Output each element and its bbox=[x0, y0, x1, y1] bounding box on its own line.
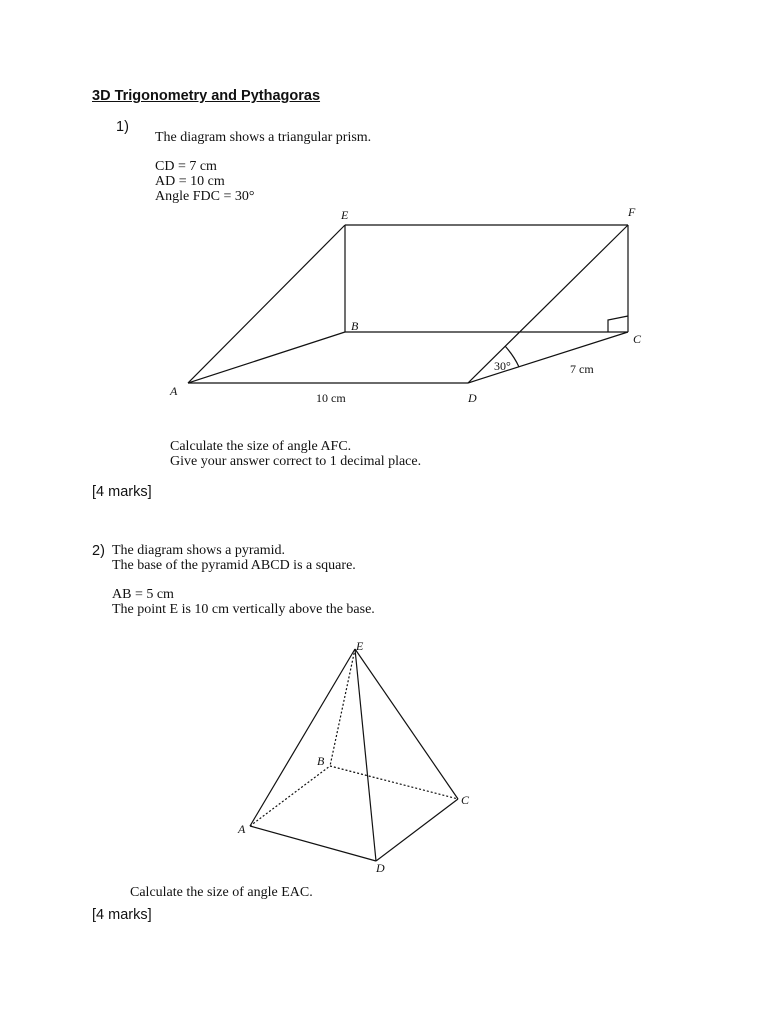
edge-dc bbox=[376, 799, 458, 861]
q2-intro-line-1: The diagram shows a pyramid. bbox=[112, 543, 286, 558]
label-d: D bbox=[376, 861, 385, 875]
label-ad-length: 10 cm bbox=[316, 391, 346, 405]
q1-given-ad: AD = 10 cm bbox=[155, 174, 225, 189]
label-angle: 30° bbox=[494, 359, 511, 373]
edge-ab-hidden bbox=[250, 766, 330, 826]
q2-given-ab: AB = 5 cm bbox=[112, 587, 174, 602]
label-b: B bbox=[317, 754, 325, 768]
prism-diagram bbox=[188, 225, 628, 383]
pyramid-diagram bbox=[250, 649, 458, 861]
edge-ae bbox=[250, 649, 355, 826]
right-angle-mark bbox=[608, 316, 628, 332]
page-title: 3D Trigonometry and Pythagoras bbox=[92, 88, 321, 104]
edge-ae bbox=[188, 225, 345, 383]
prism-labels bbox=[169, 205, 642, 405]
label-dc-length: 7 cm bbox=[570, 362, 594, 376]
edge-dc bbox=[468, 332, 628, 383]
edge-ad bbox=[250, 826, 376, 861]
label-a: A bbox=[170, 384, 178, 398]
edge-ab bbox=[188, 332, 345, 383]
q1-task-line-2: Give your answer correct to 1 decimal place. bbox=[170, 454, 422, 469]
q1-intro: The diagram shows a triangular prism. bbox=[155, 130, 372, 145]
q1-given-angle: Angle FDC = 30° bbox=[155, 189, 255, 204]
q2-intro-line-2: The base of the pyramid ABCD is a square. bbox=[112, 558, 356, 573]
label-b: B bbox=[351, 319, 359, 333]
edge-eb-hidden bbox=[330, 649, 355, 766]
q2-given-e: The point E is 10 cm vertically above the base. bbox=[112, 602, 375, 617]
edge-df bbox=[468, 225, 628, 383]
q1-number: 1) bbox=[116, 119, 129, 135]
edge-ed bbox=[355, 649, 376, 861]
label-e: E bbox=[356, 639, 364, 653]
label-e: E bbox=[341, 208, 349, 222]
pyramid-labels bbox=[237, 639, 470, 875]
label-d: D bbox=[468, 391, 477, 405]
q2-task: Calculate the size of angle EAC. bbox=[130, 885, 313, 900]
label-c: C bbox=[461, 793, 470, 807]
label-f: F bbox=[628, 205, 636, 219]
q1-marks: [4 marks] bbox=[92, 484, 152, 500]
q2-marks: [4 marks] bbox=[92, 907, 152, 923]
q2-number: 2) bbox=[92, 543, 105, 559]
label-c: C bbox=[633, 332, 642, 346]
q1-task-line-1: Calculate the size of angle AFC. bbox=[170, 439, 352, 454]
label-a: A bbox=[238, 822, 246, 836]
q1-given-cd: CD = 7 cm bbox=[155, 159, 217, 174]
